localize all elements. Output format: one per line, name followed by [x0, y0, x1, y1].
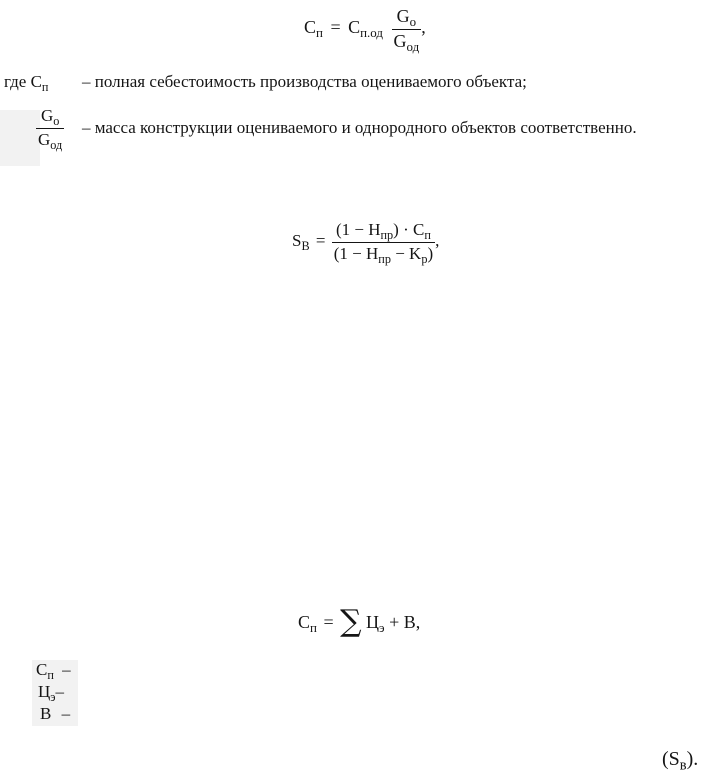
formula3-lhs: $C_п$ — [298, 612, 317, 636]
fraction-bar — [36, 128, 64, 129]
legend-item: $Ц_э-$ — [38, 682, 65, 704]
formula1-eq: = — [330, 17, 341, 38]
legend-item: $C_п$ – — [36, 660, 71, 682]
where-line-1 — [4, 72, 48, 92]
formula2-eq: = — [315, 230, 326, 250]
formula3-term: $Ц_э$ — [366, 612, 385, 636]
formula3-eq: = — [323, 612, 334, 632]
where2-fraction — [36, 106, 64, 150]
formula1-comma: , — [421, 17, 426, 38]
formula1-numerator: $G_о$ — [396, 6, 417, 30]
formula-cost-ratio — [304, 6, 426, 55]
formula1-lhs: $C_п$ — [304, 17, 323, 41]
where-intro: где — [4, 72, 27, 91]
formula-selling-price — [292, 220, 439, 264]
formula2-denominator: $(1 - H_{пр} - K_р)$ — [333, 244, 434, 266]
fraction-bar — [332, 242, 435, 243]
where1-symbol: $C_п$ — [30, 72, 49, 94]
where2-numerator: $G_о$ — [40, 106, 60, 128]
formula3-rest: + B, — [389, 612, 421, 632]
where2-denominator: $G_{од}$ — [38, 130, 63, 152]
formula2-numerator: $(1 - H_{пр}) \cdot C_п$ — [335, 220, 431, 242]
fraction-bar — [392, 29, 422, 30]
formula1-fraction — [392, 6, 422, 55]
where2-description: – масса конструкции оцениваемого и однородного объектов соответственно. — [82, 118, 637, 137]
legend-item: B – — [40, 704, 71, 723]
formula1-rhs: $C_{п.од}$ — [348, 17, 383, 41]
formula2-lhs: $S_B$ — [292, 230, 310, 253]
where-line-2 — [36, 106, 64, 150]
formula2-comma: , — [435, 230, 440, 250]
footer-reference: $(S_в)$. — [662, 748, 699, 774]
where1-description: – полная себестоимость производства оцениваемого объекта; — [82, 72, 527, 91]
formula1-denominator: $G_{од}$ — [393, 31, 420, 55]
formula2-fraction — [332, 220, 435, 264]
scan-artifact — [0, 110, 40, 166]
sum-icon: ∑ — [340, 604, 362, 639]
formula-full-cost — [298, 604, 420, 639]
